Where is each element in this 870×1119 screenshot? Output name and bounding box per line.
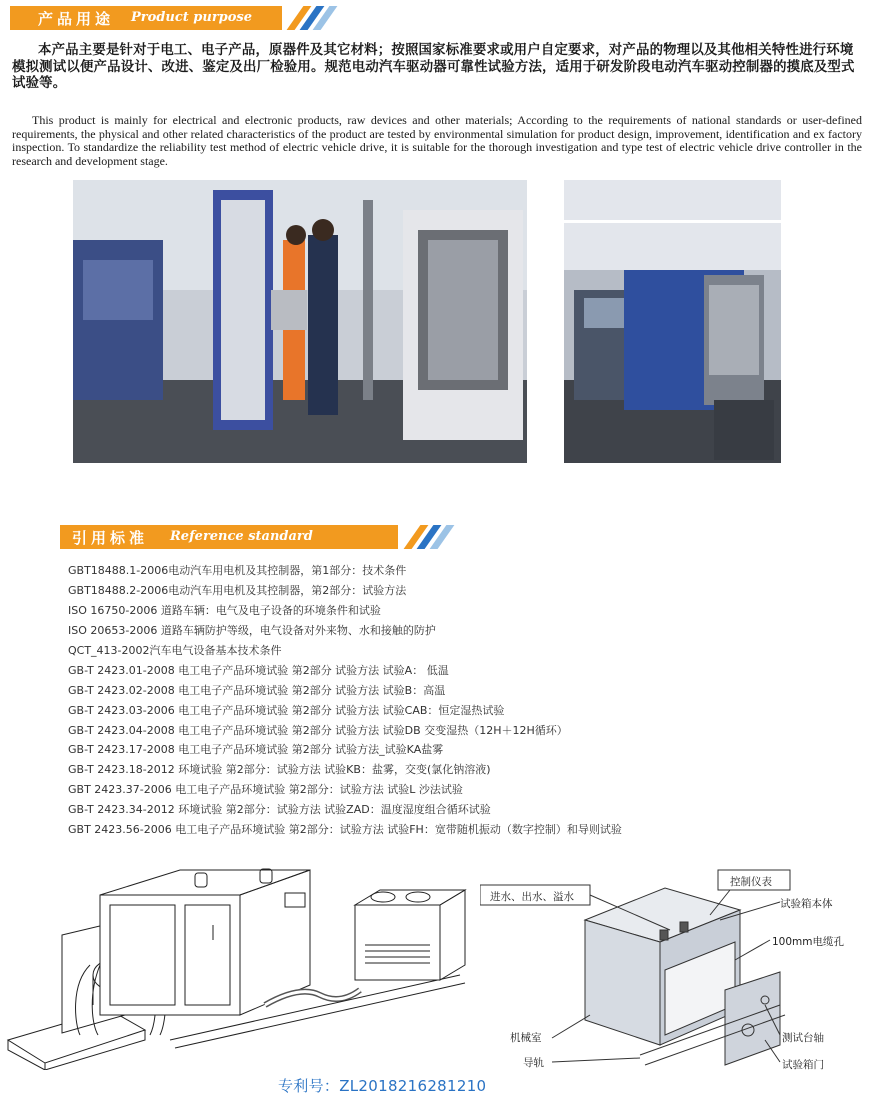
- label-test-shaft: 测试台轴: [782, 1032, 824, 1044]
- standard-item: GBT 2423.56-2006 电工电子产品环境试验 第2部分：试验方法 试验FH：宽带随机振动（数字控制）和导则试验: [68, 823, 622, 837]
- label-machine-room: 机械室: [510, 1032, 542, 1044]
- standard-item: GB-T 2423.04-2008 电工电子产品环境试验 第2部分 试验方法 试验DB 交变湿热（12H＋12H循环）: [68, 723, 568, 737]
- standard-item: GBT18488.2-2006电动汽车用电机及其控制器，第2部分：试验方法: [68, 583, 407, 597]
- label-cable-hole: 100mm电缆孔: [772, 936, 844, 948]
- lab-photo-workers: [73, 180, 527, 463]
- standard-item: GBT18488.1-2006电动汽车用电机及其控制器，第1部分：技术条件: [68, 564, 407, 577]
- label-box-door: 试验箱门: [782, 1059, 824, 1071]
- standard-item: GB-T 2423.17-2008 电工电子产品环境试验 第2部分 试验方法_试验KA盐雾: [68, 743, 444, 757]
- standard-item: GB-T 2423.02-2008 电工电子产品环境试验 第2部分 试验方法 试验B：高温: [68, 683, 446, 697]
- standard-item: GBT 2423.37-2006 电工电子产品环境试验 第2部分：试验方法 试验L 沙法试验: [68, 783, 463, 797]
- section-title-en: Product purpose: [131, 10, 253, 25]
- section-title-cn: 引用标准: [72, 529, 149, 547]
- standard-item: GB-T 2423.34-2012 环境试验 第2部分：试验方法 试验ZAD：温度湿度组合循环试验: [68, 803, 491, 817]
- standard-item: GB-T 2423.03-2006 电工电子产品环境试验 第2部分 试验方法 试验CAB：恒定湿热试验: [68, 703, 505, 717]
- test-chamber-line-drawing: [0, 865, 475, 1070]
- label-control-instrument: 控制仪表: [730, 876, 772, 888]
- standard-item: QCT_413-2002汽车电气设备基本技术条件: [68, 643, 282, 657]
- label-water-inlet-outlet: 进水、出水、溢水: [490, 891, 574, 903]
- lab-photo-equipment: [564, 180, 781, 463]
- test-box-labeled-diagram: [480, 860, 865, 1075]
- intro-english-paragraph: This product is mainly for electrical and electronic products, raw devices and other materials; According to the requirements of national standards or user-defined requirements, the physical and other related characteristics of the product are tested by environmental simulation for product design, improvement, identification and ex factory inspection. To standardize the reliability test method of electric vehicle drive, it is suitable for the thorough investigation and type test of electric vehicle drive controller in the research and development stage.: [12, 113, 862, 168]
- intro-chinese-paragraph: 本产品主要是针对于电工、电子产品，原器件及其它材料；按照国家标准要求或用户自定要求，对产品的物理以及其他相关特性进行环境模拟测试以便产品设计、改进、鉴定及出厂检验用。规范电动汽车驱动器可靠性试验方法，适用于研发阶段电动汽车驱动控制器的摸底及型式试验等。: [12, 43, 855, 91]
- reference-standards-list: [68, 561, 622, 840]
- standard-item: GB-T 2423.18-2012 环境试验 第2部分：试验方法 试验KB：盐雾，交变(氯化钠溶液): [68, 763, 491, 777]
- section-title-en: Reference standard: [170, 529, 313, 544]
- standard-item: GB-T 2423.01-2008 电工电子产品环境试验 第2部分 试验方法 试验A： 低温: [68, 663, 449, 677]
- label-box-body: 试验箱本体: [780, 898, 833, 910]
- standard-item: ISO 16750-2006 道路车辆：电气及电子设备的环境条件和试验: [68, 603, 381, 617]
- section-header-reference-standard: [60, 525, 450, 549]
- section-header-product-purpose: [10, 6, 330, 30]
- patent-number: 专利号：ZL2018216281210: [278, 1077, 487, 1095]
- standard-item: ISO 20653-2006 道路车辆防护等级，电气设备对外来物、水和接触的防护: [68, 623, 436, 637]
- label-rail: 导轨: [523, 1057, 544, 1069]
- section-title-cn: 产品用途: [38, 10, 115, 28]
